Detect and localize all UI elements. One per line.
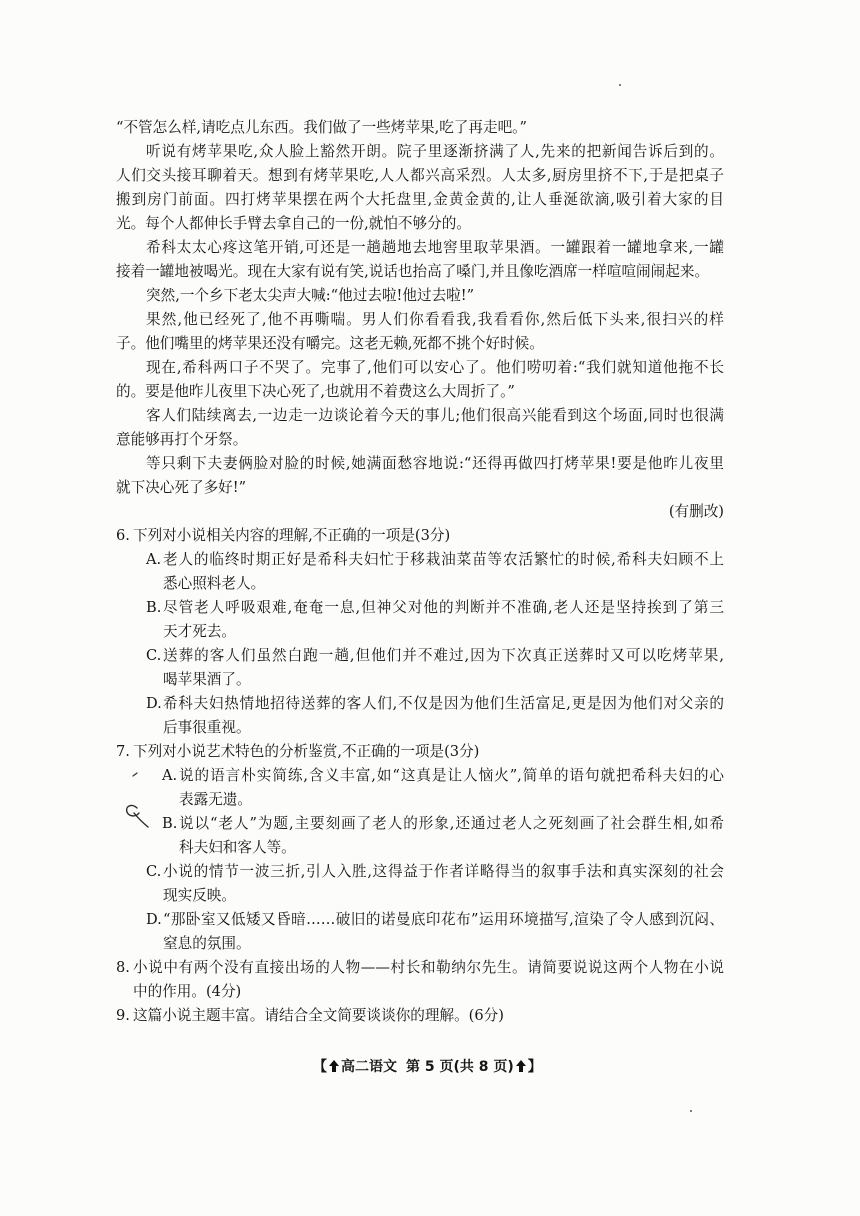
passage-paragraph: [116, 236, 724, 284]
passage-line: 意能够再打个牙祭。: [116, 431, 248, 448]
option-label: A.: [146, 551, 162, 568]
question-number: 8.: [116, 959, 130, 976]
question-stem-line: 这篇小说主题丰富。请结合全文简要谈谈你的理解。(6分): [133, 1007, 504, 1024]
up-arrow-icon: [516, 1060, 526, 1072]
passage-paragraph: [116, 140, 724, 236]
option-label: A.: [162, 767, 178, 784]
passage-paragraph: [116, 308, 724, 356]
option-text: [179, 812, 724, 860]
passage-line: 接着一罐地被喝光。现在大家有说有笑,说话也抬高了嗓门,并且像吃酒席一样喧喧闹闹起来。: [116, 263, 710, 280]
option-c: [116, 644, 724, 692]
passage-paragraph: [116, 116, 724, 140]
option-label: B.: [162, 815, 178, 832]
question-9: [116, 1004, 724, 1028]
footer-right-bracket: 】: [527, 1059, 542, 1075]
option-line: 后事很重视。: [163, 719, 251, 736]
option-line: 科夫妇和客人等。: [179, 839, 296, 856]
page-footer: [313, 1057, 542, 1077]
option-c: [116, 860, 724, 908]
passage-paragraph: [116, 404, 724, 452]
option-line: 希科夫妇热情地招待送葬的客人们,不仅是因为他们生活富足,更是因为他们对父亲的: [163, 695, 724, 712]
passage-line: 客人们陆续离去,一边走一边谈论着今天的事儿;他们很高兴能看到这个场面,同时也很满: [146, 407, 724, 424]
source-note: (有删改): [668, 503, 724, 520]
question-6: [116, 524, 724, 740]
question-number: 7.: [116, 743, 130, 760]
question-stem-body: [133, 740, 724, 764]
option-text: [163, 860, 724, 908]
option-d: [116, 908, 724, 956]
passage-line: 光。每个人都伸长手臂去拿自己的一份,就怕不够分的。: [116, 215, 471, 232]
passage-line: 果然,他已经死了,他不再嘶喘。男人们你看看我,我看看你,然后低下头来,很扫兴的样: [146, 311, 724, 328]
option-d: [116, 692, 724, 740]
option-line: 喝苹果酒了。: [163, 671, 251, 688]
question-stem-body: [133, 956, 724, 1004]
option-label: D.: [146, 911, 162, 928]
passage-line: 搬到房门前面。四打烤苹果摆在两个大托盘里,金黄金黄的,让人垂涎欲滴,吸引着大家的目: [116, 191, 724, 208]
question-stem-body: [133, 1004, 724, 1028]
passage-line: “不管怎么样,请吃点儿东西。我们做了一些烤苹果,吃了再走吧。”: [116, 119, 527, 136]
scan-speck: [690, 1110, 692, 1112]
option-line: 送葬的客人们虽然白跑一趟,但他们并不难过,因为下次真正送葬时又可以吃烤苹果,: [163, 647, 724, 664]
option-line: 老人的临终时期正好是希科夫妇忙于移栽油菜苗等农活繁忙的时候,希科夫妇顾不上: [163, 551, 724, 568]
up-arrow-icon: [329, 1060, 339, 1072]
passage-paragraph: [116, 356, 724, 404]
question-number: 9.: [116, 1007, 130, 1024]
option-line: “那卧室又低矮又昏暗……破旧的诺曼底印花布”运用环境描写,渲染了令人感到沉闷、: [163, 911, 724, 928]
question-number: 6.: [116, 527, 130, 544]
option-line: 现实反映。: [163, 887, 236, 904]
option-text: [163, 692, 724, 740]
footer-subject: 高二语文: [341, 1059, 397, 1075]
passage-paragraph: [116, 452, 724, 500]
option-label: B.: [146, 599, 162, 616]
page-content: [116, 116, 724, 1028]
option-line: 尽管老人呼吸艰难,奄奄一息,但神父对他的判断并不准确,老人还是坚持挨到了第三: [163, 599, 724, 616]
footer-left-bracket: 【: [313, 1059, 327, 1075]
option-line: 小说的情节一波三折,引人入胜,这得益于作者详略得当的叙事手法和真实深刻的社会: [163, 863, 724, 880]
question-7: [116, 740, 724, 956]
handwritten-tick: [132, 772, 138, 777]
question-stem-line: 中的作用。(4分): [133, 983, 242, 1000]
scan-speck: [619, 84, 621, 86]
option-line: 天才死去。: [163, 623, 236, 640]
footer-page-number: 第 5 页(共 8 页): [406, 1059, 514, 1075]
passage-line: 现在,希科两口子不哭了。完事了,他们可以安心了。他们唠叨着:“我们就知道他拖不长: [146, 359, 724, 376]
question-stem: [116, 956, 724, 1004]
passage-line: 等只剩下夫妻俩脸对脸的时候,她满面愁容地说:“还得再做四打烤苹果!要是他昨儿夜里: [146, 455, 724, 472]
option-label: C.: [146, 647, 162, 664]
passage-line: 的。要是他昨儿夜里下决心死了,也就用不着费这么大周折了。”: [116, 383, 515, 400]
question-stem-line: 小说中有两个没有直接出场的人物——村长和勒纳尔先生。请简要说说这两个人物在小说: [133, 959, 724, 976]
option-text: [163, 908, 724, 956]
option-b: [116, 596, 724, 644]
option-label: D.: [146, 695, 162, 712]
question-stem: [116, 524, 724, 548]
passage-line: 希科太太心疼这笔开销,可还是一趟趟地去地窖里取苹果酒。一罐跟着一罐地拿来,一罐: [146, 239, 724, 256]
passage-paragraph: [116, 284, 724, 308]
option-line: 表露无遗。: [179, 791, 252, 808]
option-a: [116, 764, 724, 812]
option-line: 说以“老人”为题,主要刻画了老人的形象,还通过老人之死刻画了社会群生相,如希: [179, 815, 724, 832]
question-stem-line: 下列对小说艺术特色的分析鉴赏,不正确的一项是(3分): [133, 743, 480, 760]
question-stem: [116, 740, 724, 764]
question-list: [116, 524, 724, 1028]
passage-line: 就下决心死了多好!”: [116, 479, 247, 496]
option-text: [179, 764, 724, 812]
passage-line: 人们交头接耳聊着天。想到有烤苹果吃,人人都兴高采烈。人太多,厨房里挤不下,于是把桌子: [116, 167, 724, 184]
option-line: 说的语言朴实简练,含义丰富,如“这真是让人恼火”,简单的语句就把希科夫妇的心: [179, 767, 724, 784]
reading-passage: [116, 116, 724, 524]
passage-line: 听说有烤苹果吃,众人脸上豁然开朗。院子里逐渐挤满了人,先来的把新闻告诉后到的。: [146, 143, 724, 160]
option-line: 悉心照料老人。: [163, 575, 266, 592]
question-stem: [116, 1004, 724, 1028]
passage-line: 突然,一个乡下老太尖声大喊:“他过去啦!他过去啦!”: [146, 287, 475, 304]
option-label: C.: [146, 863, 162, 880]
option-line: 窒息的氛围。: [163, 935, 251, 952]
option-text: [163, 596, 724, 644]
option-b: [116, 812, 724, 860]
option-a: [116, 548, 724, 596]
question-8: [116, 956, 724, 1004]
question-stem-body: [133, 524, 724, 548]
option-text: [163, 548, 724, 596]
question-stem-line: 下列对小说相关内容的理解,不正确的一项是(3分): [133, 527, 451, 544]
passage-line: 子。他们嘴里的烤苹果还没有嚼完。这老无赖,死都不挑个好时候。: [116, 335, 544, 352]
handwritten-mark: [122, 802, 152, 830]
option-text: [163, 644, 724, 692]
